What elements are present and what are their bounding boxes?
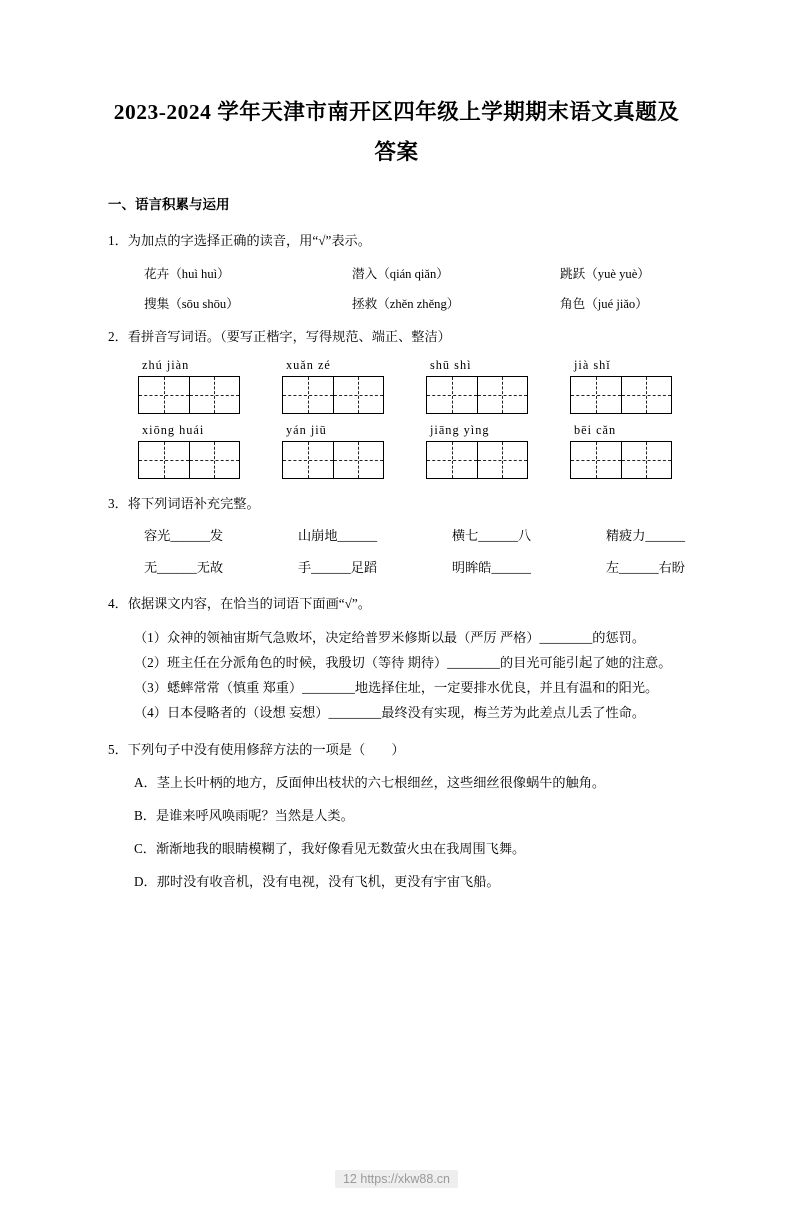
tianzige-grid[interactable] bbox=[138, 441, 240, 479]
tianzige-label: yán jiū bbox=[286, 423, 327, 437]
idiom-blank[interactable]: 明眸皓______ bbox=[451, 560, 532, 575]
idiom-blank[interactable]: 精疲力______ bbox=[605, 528, 685, 543]
question-4-item: （1）众神的领袖宙斯气急败坏，决定给普罗米修斯以最（严厉 严格）________的惩罚。 bbox=[134, 630, 646, 645]
tianzige-label: shū shì bbox=[430, 358, 472, 372]
question-5-option[interactable]: B．是谁来呼风唤雨呢？当然是人类。 bbox=[134, 808, 354, 823]
tianzige-grid[interactable] bbox=[138, 376, 240, 414]
pinyin-choice: 跳跃（yuè yuè） bbox=[560, 267, 650, 281]
idiom-blank[interactable]: 左______右盼 bbox=[605, 560, 685, 575]
tianzige-block bbox=[108, 358, 685, 479]
question-4-number: 4． bbox=[108, 596, 128, 611]
document-page bbox=[0, 92, 793, 1214]
tianzige-group bbox=[138, 423, 240, 479]
question-5-text: 下列句子中没有使用修辞方法的一项是（ ） bbox=[127, 742, 405, 757]
question-2-number: 2． bbox=[108, 329, 128, 344]
question-4-items bbox=[108, 625, 685, 725]
pinyin-choice: 拯救（zhěn zhěng） bbox=[352, 297, 460, 311]
tianzige-group bbox=[282, 423, 384, 479]
pinyin-choice: 角色（jué jiǎo） bbox=[560, 297, 648, 311]
question-4 bbox=[108, 592, 685, 615]
tianzige-label: jià shǐ bbox=[574, 358, 611, 372]
question-3-row-2 bbox=[108, 557, 685, 579]
tianzige-cell[interactable] bbox=[427, 442, 478, 478]
tianzige-cell[interactable] bbox=[427, 377, 478, 413]
question-1 bbox=[108, 229, 685, 252]
question-4-text: 依据课文内容，在恰当的词语下面画“√”。 bbox=[127, 596, 371, 611]
tianzige-cell[interactable] bbox=[334, 442, 384, 478]
tianzige-cell[interactable] bbox=[190, 377, 240, 413]
question-1-row-1 bbox=[108, 263, 685, 282]
tianzige-grid[interactable] bbox=[282, 441, 384, 479]
question-5-option[interactable]: C．渐渐地我的眼睛模糊了，我好像看见无数萤火虫在我周围飞舞。 bbox=[134, 841, 526, 856]
pinyin-choice: 搜集（sōu shōu） bbox=[144, 297, 239, 311]
tianzige-grid[interactable] bbox=[570, 441, 672, 479]
tianzige-row-2 bbox=[138, 423, 685, 479]
idiom-blank[interactable]: 无______无故 bbox=[144, 560, 224, 575]
question-2-text: 看拼音写词语。（要写正楷字，写得规范、端正、整洁） bbox=[127, 329, 451, 344]
question-4-item: （3）蟋蟀常常（慎重 郑重）________地选择住址，一定要排水优良，并且有温和的阳光。 bbox=[134, 680, 659, 695]
tianzige-cell[interactable] bbox=[571, 377, 622, 413]
question-5-option[interactable]: A．茎上长叶柄的地方，反面伸出枝状的六七根细丝，这些细丝很像蜗牛的触角。 bbox=[134, 775, 606, 790]
tianzige-grid[interactable] bbox=[426, 376, 528, 414]
idiom-blank[interactable]: 手______足蹈 bbox=[297, 560, 378, 575]
tianzige-cell[interactable] bbox=[478, 442, 528, 478]
tianzige-label: bēi cǎn bbox=[574, 423, 617, 437]
tianzige-label: xiōng huái bbox=[142, 423, 205, 437]
tianzige-cell[interactable] bbox=[478, 377, 528, 413]
question-3-text: 将下列词语补充完整。 bbox=[127, 496, 260, 511]
tianzige-group bbox=[138, 358, 240, 414]
tianzige-cell[interactable] bbox=[283, 377, 334, 413]
tianzige-group bbox=[426, 423, 528, 479]
question-3-row-1 bbox=[108, 525, 685, 547]
tianzige-group bbox=[570, 358, 672, 414]
question-3 bbox=[108, 492, 685, 515]
tianzige-group bbox=[570, 423, 672, 479]
tianzige-cell[interactable] bbox=[622, 377, 672, 413]
tianzige-group bbox=[426, 358, 528, 414]
idiom-blank[interactable]: 横七______八 bbox=[451, 528, 532, 543]
watermark-text: 12 https://xkw88.cn bbox=[335, 1170, 458, 1188]
idiom-blank[interactable]: 山崩地______ bbox=[297, 528, 378, 543]
tianzige-label: xuǎn zé bbox=[286, 358, 331, 372]
tianzige-grid[interactable] bbox=[426, 441, 528, 479]
page-footer bbox=[0, 1170, 793, 1188]
tianzige-group bbox=[282, 358, 384, 414]
tianzige-label: zhú jiàn bbox=[142, 358, 190, 372]
tianzige-cell[interactable] bbox=[283, 442, 334, 478]
tianzige-cell[interactable] bbox=[139, 442, 190, 478]
tianzige-cell[interactable] bbox=[334, 377, 384, 413]
question-1-text: 为加点的字选择正确的读音，用“√”表示。 bbox=[127, 233, 371, 248]
question-2 bbox=[108, 325, 685, 348]
tianzige-grid[interactable] bbox=[570, 376, 672, 414]
tianzige-label: jiāng yìng bbox=[430, 423, 490, 437]
question-4-item: （4）日本侵略者的（设想 妄想）________最终没有实现，梅兰芳为此差点儿丢了性命。 bbox=[134, 705, 646, 720]
tianzige-cell[interactable] bbox=[139, 377, 190, 413]
tianzige-cell[interactable] bbox=[622, 442, 672, 478]
question-1-row-2 bbox=[108, 293, 685, 312]
question-4-item: （2）班主任在分派角色的时候，我殷切（等待 期待）________的目光可能引起了她的注意。 bbox=[134, 655, 672, 670]
question-5-number: 5． bbox=[108, 742, 128, 757]
question-3-number: 3． bbox=[108, 496, 128, 511]
pinyin-choice: 潜入（qián qiǎn） bbox=[352, 267, 449, 281]
question-5 bbox=[108, 738, 685, 761]
pinyin-choice: 花卉（huì huì） bbox=[144, 267, 230, 281]
tianzige-row-1 bbox=[138, 358, 685, 414]
tianzige-grid[interactable] bbox=[282, 376, 384, 414]
question-5-option[interactable]: D．那时没有收音机，没有电视，没有飞机，更没有宇宙飞船。 bbox=[134, 874, 500, 889]
section-heading: 一、语言积累与运用 bbox=[108, 197, 230, 212]
page-title: 2023-2024 学年天津市南开区四年级上学期期末语文真题及答案 bbox=[113, 100, 680, 164]
idiom-blank[interactable]: 容光______发 bbox=[144, 528, 224, 543]
question-1-number: 1． bbox=[108, 233, 128, 248]
tianzige-cell[interactable] bbox=[190, 442, 240, 478]
tianzige-cell[interactable] bbox=[571, 442, 622, 478]
